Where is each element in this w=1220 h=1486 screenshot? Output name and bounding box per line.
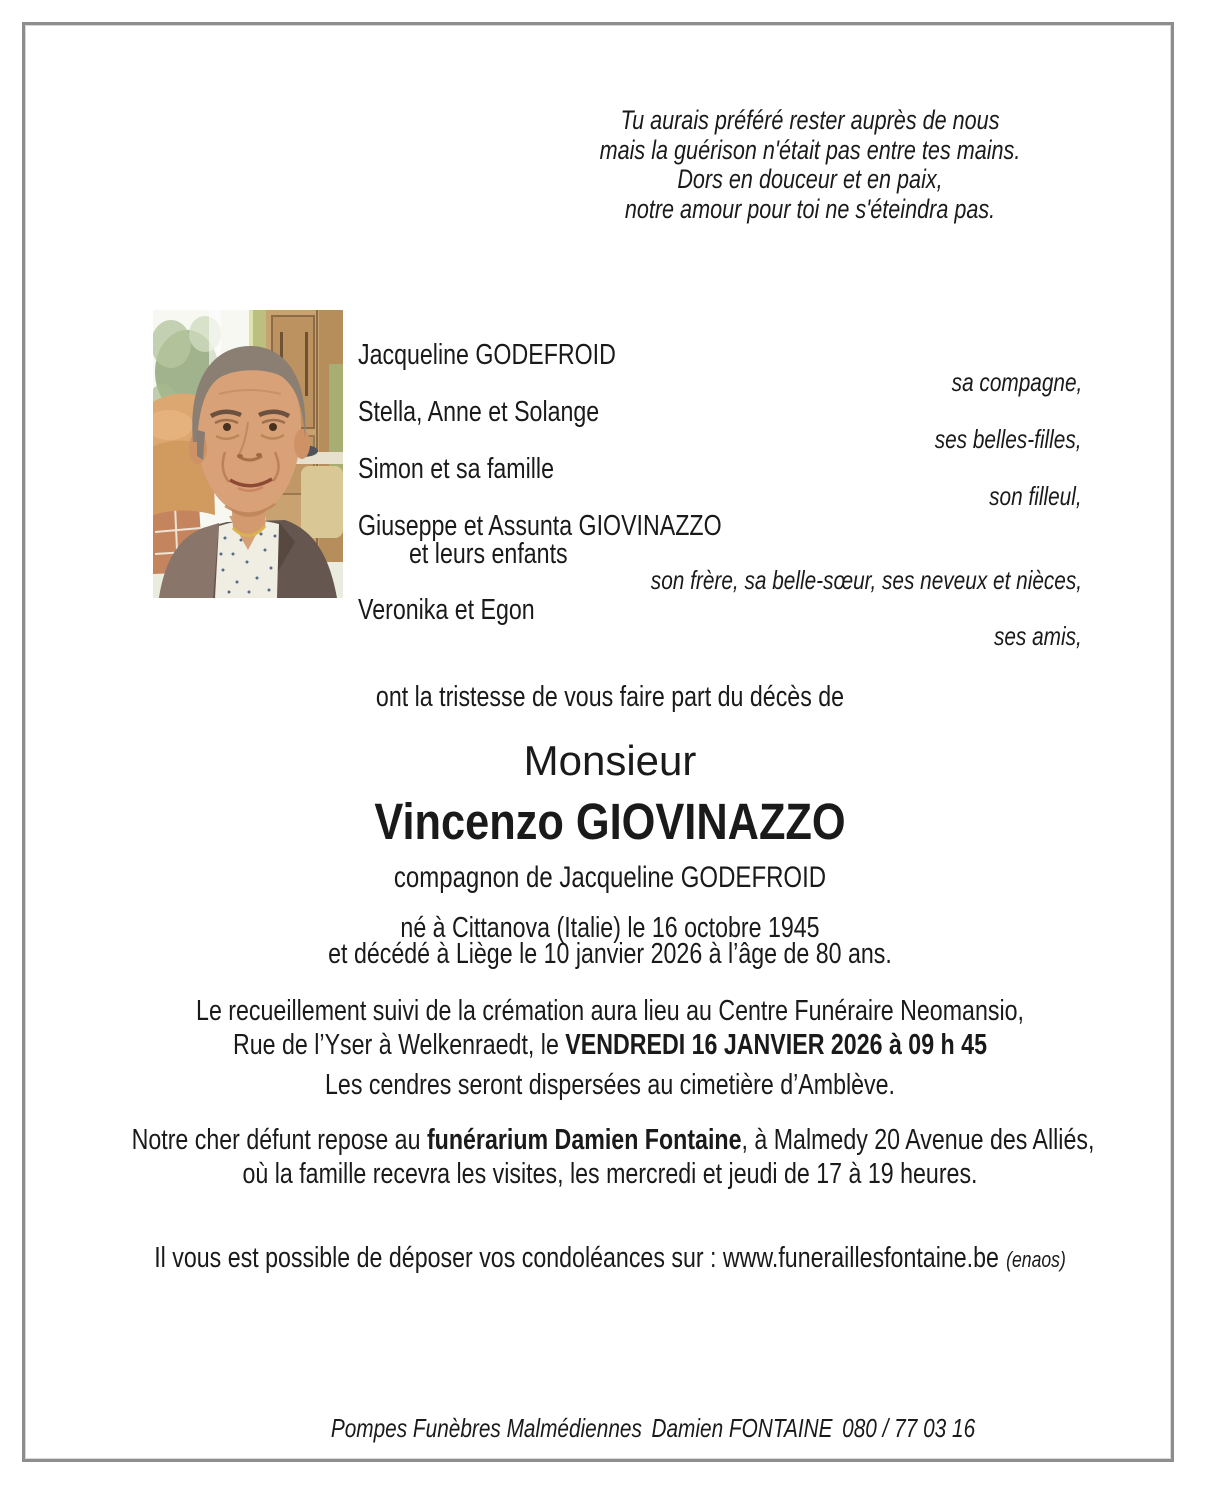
family-relation: sa compagne, — [951, 367, 1082, 397]
poem-line: mais la guérison n'était pas entre tes mains. — [599, 134, 1021, 165]
deceased-name: Vincenzo GIOVINAZZO — [374, 793, 846, 850]
ashes-line: Les cendres seront dispersées au cimetière d’Amblève. — [325, 1069, 895, 1101]
family-relation: ses amis, — [994, 621, 1082, 651]
family-relation: son frère, sa belle-sœur, ses neveux et nièces, — [650, 565, 1082, 595]
announcement-intro: ont la tristesse de vous faire part du décès de — [375, 681, 845, 713]
family-relation: ses belles-filles, — [935, 424, 1082, 454]
ceremony-line1: Le recueillement suivi de la crémation aura lieu au Centre Funéraire Neomansio, — [196, 995, 1024, 1027]
ceremony-line2-prefix: Rue de l’Yser à Welkenraedt, le — [233, 1029, 566, 1061]
condolences-note: (enaos) — [1006, 1247, 1066, 1272]
death-line: et décédé à Liège le 10 janvier 2026 à l’âge de 80 ans. — [328, 938, 892, 970]
relation-line: compagnon de Jacqueline GODEFROID — [393, 861, 827, 894]
family-relation: son filleul, — [989, 481, 1082, 511]
visitation-line1 — [131, 1124, 1095, 1157]
family-name: Veronika et Egon — [358, 594, 535, 626]
family-name: Stella, Anne et Solange — [358, 396, 600, 428]
family-name: et leurs enfants — [409, 538, 568, 570]
visitation-suffix: , à Malmedy 20 Avenue des Alliés, — [741, 1124, 1095, 1156]
family-name: Jacqueline GODEFROID — [358, 339, 616, 371]
civility-title: Monsieur — [523, 737, 697, 784]
funeral-home-name: funérarium Damien Fontaine — [426, 1124, 742, 1156]
footer-director: Damien FONTAINE — [651, 1413, 833, 1443]
visitation-line2: où la famille recevra les visites, les mercredi et jeudi de 17 à 19 heures. — [242, 1158, 978, 1190]
ceremony-line2 — [132, 1029, 1089, 1062]
footer-phone: 080 / 77 03 16 — [842, 1413, 976, 1443]
funeral-home-footer — [199, 1414, 1106, 1444]
poem — [482, 106, 1138, 224]
family-name: Simon et sa famille — [358, 453, 554, 485]
poem-line: notre amour pour toi ne s'éteindra pas. — [624, 193, 996, 224]
condolences-text: Il vous est possible de déposer vos condoléances sur : www.funeraillesfontaine.be — [154, 1242, 999, 1274]
family-name: Giuseppe et Assunta GIOVINAZZO — [358, 510, 722, 542]
birth-line: né à Cittanova (Italie) le 16 octobre 1945 — [400, 912, 820, 944]
condolences-line — [132, 1242, 1089, 1275]
poem-line: Dors en douceur et en paix, — [677, 164, 943, 194]
poem-line: Tu aurais préféré rester auprès de nous — [620, 105, 1000, 135]
portrait-photo — [153, 310, 343, 598]
ceremony-datetime: VENDREDI 16 JANVIER 2026 à 09 h 45 — [565, 1029, 987, 1061]
visitation-prefix: Notre cher défunt repose au — [131, 1124, 427, 1156]
footer-company: Pompes Funèbres Malmédiennes — [330, 1413, 642, 1443]
